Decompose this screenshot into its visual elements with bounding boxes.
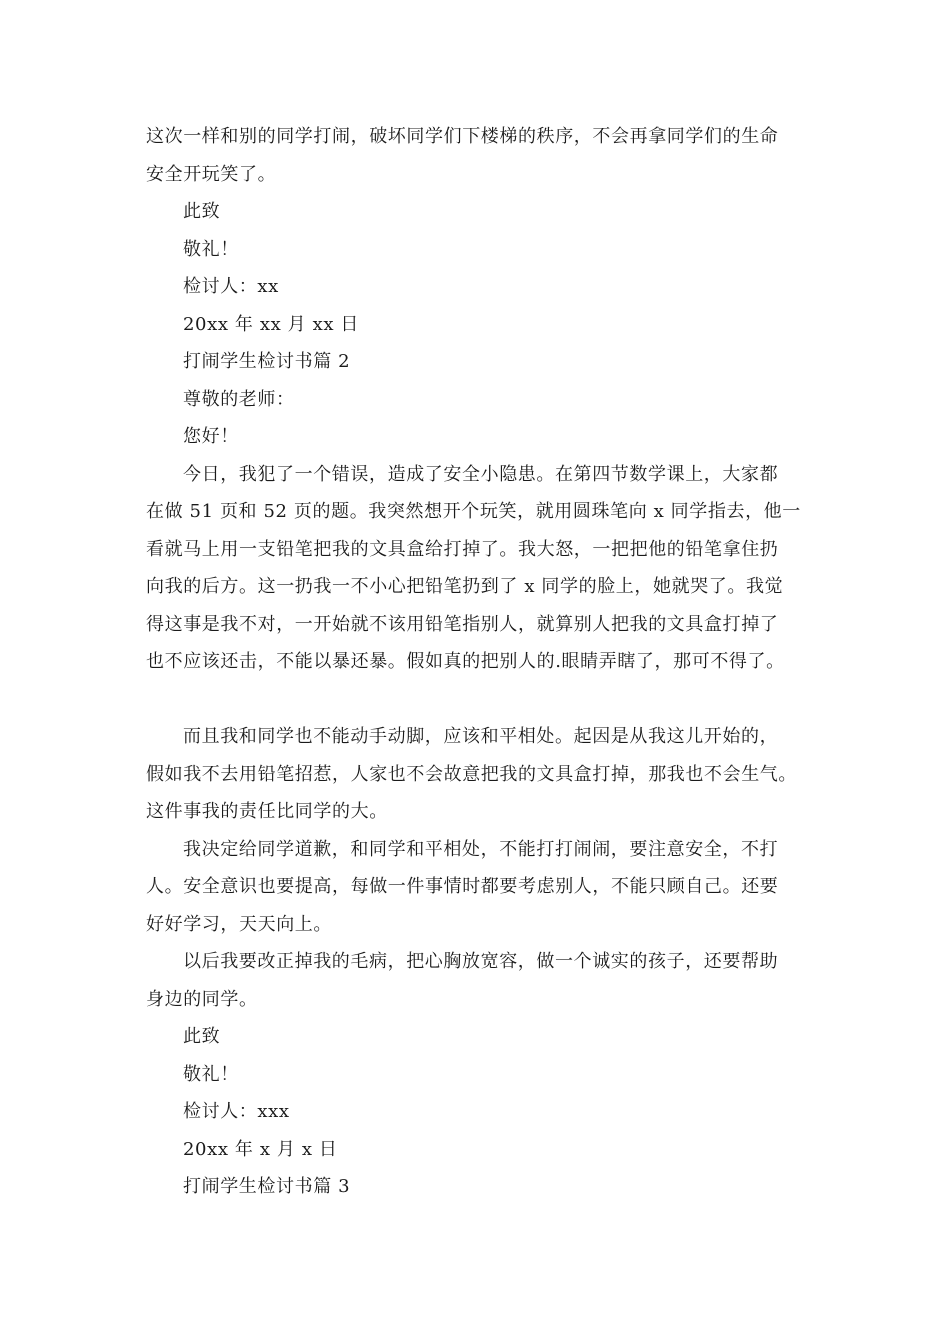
- text-line: 而且我和同学也不能动手动脚，应该和平相处。起因是从我这儿开始的，: [183, 726, 779, 747]
- text-line: 看就马上用一支铅笔把我的文具盒给打掉了。我大怒，一把把他的铅笔拿住扔: [146, 538, 779, 560]
- date-line: 20xx 年 x 月 x 日: [183, 1138, 338, 1160]
- text-line: 以后我要改正掉我的毛病，把心胸放宽容，做一个诚实的孩子，还要帮助: [183, 951, 779, 972]
- text-line: 我决定给同学道歉，和同学和平相处，不能打打闹闹，要注意安全，不打: [183, 838, 779, 860]
- section-heading-3: 打闹学生检讨书篇 3: [183, 1176, 351, 1197]
- salutation: 此致: [183, 201, 221, 222]
- paragraph-responsibility: [146, 718, 806, 831]
- paragraph-promise: [146, 943, 806, 1018]
- author-signature: 检讨人：xx: [183, 276, 279, 297]
- paragraph-apology: [146, 831, 806, 944]
- text-line: 安全开玩笑了。: [146, 163, 277, 185]
- text-line: 向我的后方。这一扔我一不小心把铅笔扔到了 x 同学的脸上，她就哭了。我觉: [146, 576, 784, 597]
- regards: 敬礼！: [183, 238, 239, 260]
- text-line: 得这事是我不对，一开始就不该用铅笔指别人，就算别人把我的文具盒打掉了: [146, 613, 779, 635]
- text-line: 人。安全意识也要提高，每做一件事情时都要考虑别人，不能只顾自己。还要: [146, 876, 779, 897]
- text-line: 今日，我犯了一个错误，造成了安全小隐患。在第四节数学课上，大家都: [183, 463, 779, 485]
- section-heading-2: 打闹学生检讨书篇 2: [183, 351, 351, 372]
- document-page: [146, 118, 806, 1206]
- date-line: 20xx 年 xx 月 xx 日: [183, 313, 360, 335]
- text-line: 假如我不去用铅笔招惹，人家也不会故意把我的文具盒打掉，那我也不会生气。: [146, 763, 797, 785]
- text-line: 这次一样和别的同学打闹，破坏同学们下楼梯的秩序，不会再拿同学们的生命: [146, 126, 779, 147]
- salutation: 此致: [183, 1026, 221, 1047]
- text-line: 也不应该还击，不能以暴还暴。假如真的把别人的.眼睛弄瞎了，那可不得了。: [146, 651, 785, 672]
- regards: 敬礼！: [183, 1063, 239, 1085]
- text-line: 身边的同学。: [146, 988, 258, 1010]
- text-line: 好好学习，天天向上。: [146, 913, 332, 935]
- hello: 您好！: [183, 426, 239, 447]
- paragraph-incident: [146, 456, 806, 681]
- paragraph-continuation: [146, 118, 806, 193]
- author-signature: 检讨人：xxx: [183, 1101, 290, 1122]
- closing-block-1: [146, 193, 806, 343]
- greeting: 尊敬的老师：: [183, 388, 295, 410]
- text-line: 这件事我的责任比同学的大。: [146, 801, 388, 822]
- paragraph-gap: [146, 681, 806, 719]
- text-line: 在做 51 页和 52 页的题。我突然想开个玩笑，就用圆珠笔向 x 同学指去，他一: [146, 501, 801, 522]
- closing-block-2: [146, 1018, 806, 1168]
